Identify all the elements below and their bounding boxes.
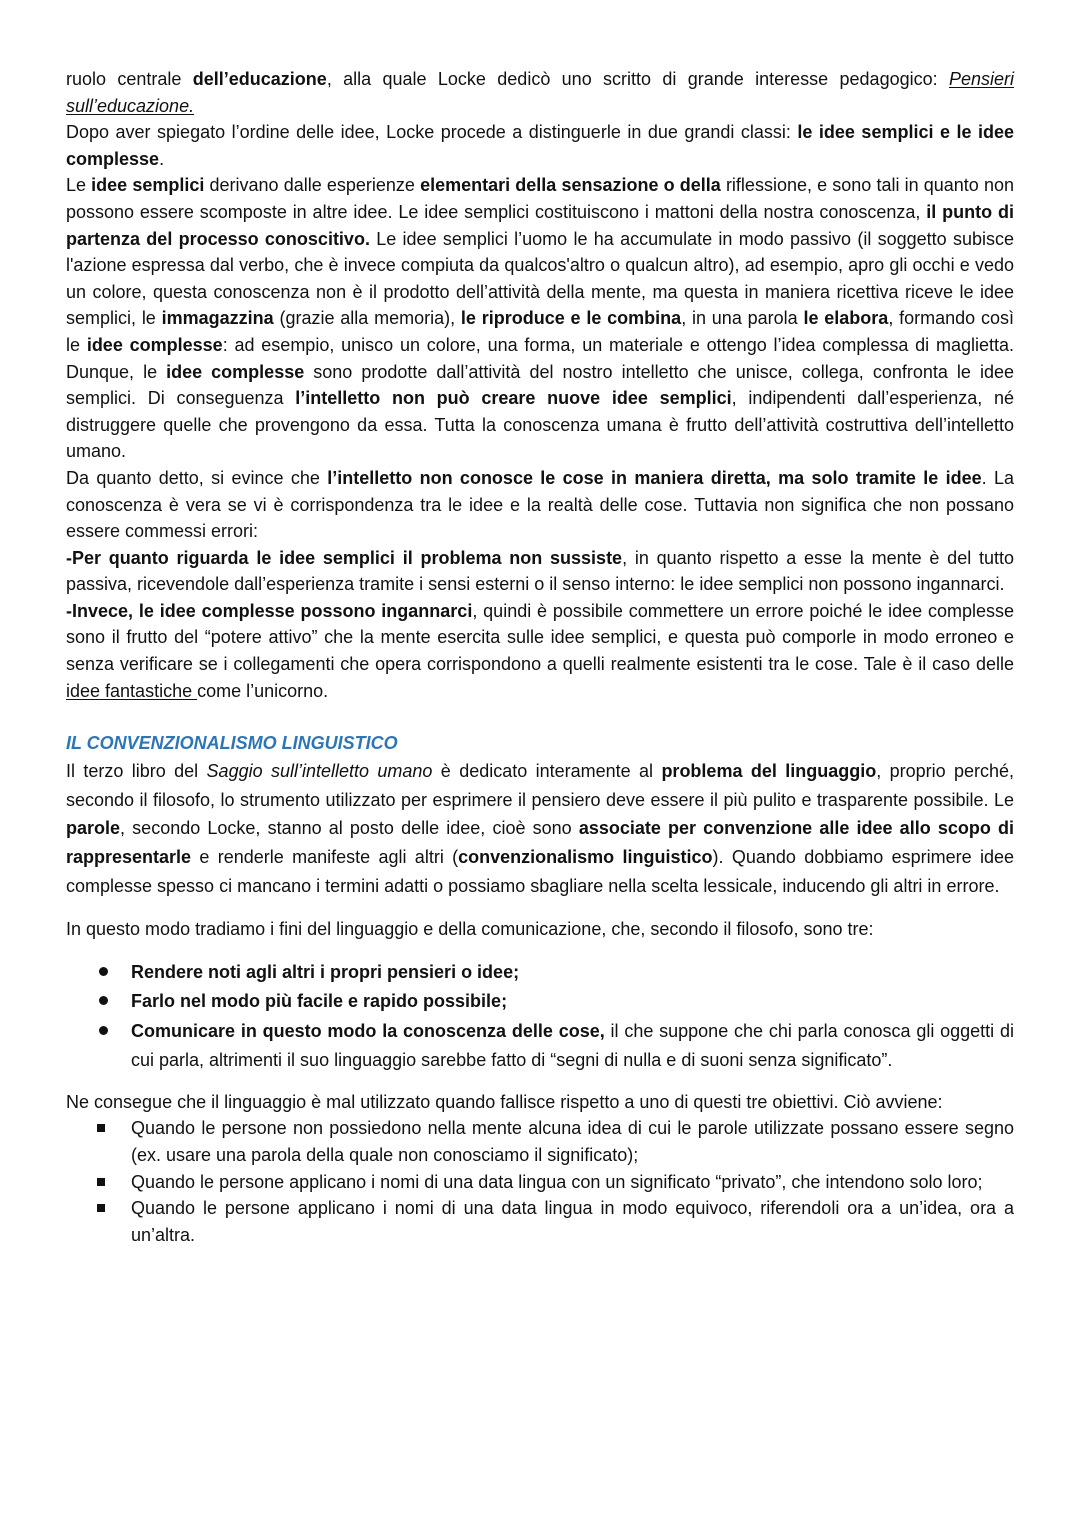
paragraph-idee-semplici-errore: -Per quanto riguarda le idee semplici il problema non sussiste, in quanto rispetto a esse la mente è del tutto passiva, ricevendole dall’esperienza tramite i sensi esterni o il senso interno: le idee semplici non possono ingannarci. bbox=[66, 547, 1015, 595]
list-item: Rendere noti agli altri i propri pensieri o idee; bbox=[66, 958, 1014, 987]
idee-fantastiche-term: idee fantastiche bbox=[66, 680, 198, 701]
misuse-list bbox=[66, 1115, 1014, 1248]
paragraph-conseguenza: Ne consegue che il linguaggio è mal utilizzato quando fallisce rispetto a uno di questi tre obiettivi. Ciò avviene: bbox=[66, 1091, 943, 1112]
paragraph-due-classi: Dopo aver spiegato l’ordine delle idee, Locke procede a distinguerle in due grandi classi: le idee semplici e le idee complesse. bbox=[66, 122, 1014, 169]
bullet-dot-icon bbox=[99, 1026, 108, 1035]
paragraph-intelletto: Da quanto detto, si evince che l’intelletto non conosce le cose in maniera diretta, ma solo tramite le idee. La conoscenza è vera se vi è corrispondenza tra le idee e la realtà delle cose. Tuttavia non significa che non possano essere commessi errori: bbox=[66, 467, 1014, 542]
paragraph-idee-semplici: Le idee semplici derivano dalle esperienze elementari della sensazione o della riflessione, e sono tali in quanto non possono essere scomposte in altre idee. Le idee semplici costituiscono i mattoni della nostra conoscenza, il punto di partenza del processo conoscitivo. Le idee semplici l’uomo le ha accumulate in modo passivo (il soggetto subisce l'azione espressa dal verbo, che è invece compiuta da qualcos'altro o qualcun altro), ad esempio, apro gli occhi e vedo un colore, questa conoscenza non è il prodotto dell’attività della mente, ma questa in maniera ricettiva riceve le idee semplici, le immagazzina (grazie alla memoria), le riproduce e le combina, in una parola le elabora, formando così le idee complesse: ad esempio, unisco un colore, una forma, un materiale e ottengo l’idea complessa di maglietta. Dunque, le idee complesse sono prodotte dall’attività del nostro intelletto che unisce, collega, confronta le idee semplici. Di conseguenza l’intelletto non può creare nuove idee semplici, indipendenti dall’esperienza, né distruggere quelle che provengono da essa. Tutta la conoscenza umana è frutto dell’attività costruttiva dell’intelletto umano. bbox=[66, 175, 1015, 462]
list-item: Quando le persone non possiedono nella mente alcuna idea di cui le parole utilizzate possano essere segno (ex. usare una parola della quale non conosciamo il significato); bbox=[66, 1115, 1014, 1168]
paragraph-fini-linguaggio: In questo modo tradiamo i fini del linguaggio e della comunicazione, che, secondo il filosofo, sono tre: bbox=[66, 918, 874, 939]
book-title-pensieri: Pensieri sull’educazione. bbox=[66, 69, 1014, 116]
bullet-square-icon bbox=[97, 1124, 105, 1132]
paragraph-linguaggio: Il terzo libro del Saggio sull’intelletto umano è dedicato interamente al problema del linguaggio, proprio perché, secondo il filosofo, lo strumento utilizzato per esprimere il pensiero deve essere il più pulito e trasparente possibile. Le parole, secondo Locke, stanno al posto delle idee, cioè sono associate per convenzione alle idee allo scopo di rappresentarle e renderle manifeste agli altri (convenzionalismo linguistico). Quando dobbiamo esprimere idee complesse spesso ci mancano i termini adatti o possiamo sbagliare nella scelta lessicale, inducendo gli altri in errore. bbox=[66, 760, 1015, 897]
purposes-list bbox=[66, 958, 1014, 1075]
list-item: Quando le persone applicano i nomi di una data lingua in modo equivoco, riferendoli ora a un’idea, ora a un’altra. bbox=[66, 1195, 1014, 1248]
bullet-dot-icon bbox=[99, 996, 108, 1005]
bullet-dot-icon bbox=[99, 967, 108, 976]
bullet-square-icon bbox=[97, 1178, 105, 1186]
list-item: Farlo nel modo più facile e rapido possibile; bbox=[66, 987, 1014, 1016]
paragraph-idee-complesse-errore: -Invece, le idee complesse possono ingannarci, quindi è possibile commettere un errore poiché le idee complesse sono il frutto del “potere attivo” che la mente esercita sulle idee semplici, e questa può comporle in modo erroneo e senza verificare se i collegamenti che opera corrispondono a quelli realmente esistenti tra le cose. Tale è il caso delle idee fantastiche come l’unicorno. bbox=[66, 600, 1014, 701]
paragraph-educazione: ruolo centrale dell’educazione, alla quale Locke dedicò uno scritto di grande interesse pedagogico: Pensieri sull’educazione. bbox=[66, 69, 1014, 116]
section-heading: IL CONVENZIONALISMO LINGUISTICO bbox=[66, 733, 398, 754]
list-item: Quando le persone applicano i nomi di una data lingua con un significato “privato”, che intendono solo loro; bbox=[66, 1169, 1014, 1196]
bullet-square-icon bbox=[97, 1204, 105, 1212]
list-item: Comunicare in questo modo la conoscenza delle cose, il che suppone che chi parla conosca gli oggetti di cui parla, altrimenti il suo linguaggio sarebbe fatto di “segni di nulla e di suoni senza significato”. bbox=[66, 1017, 1014, 1075]
